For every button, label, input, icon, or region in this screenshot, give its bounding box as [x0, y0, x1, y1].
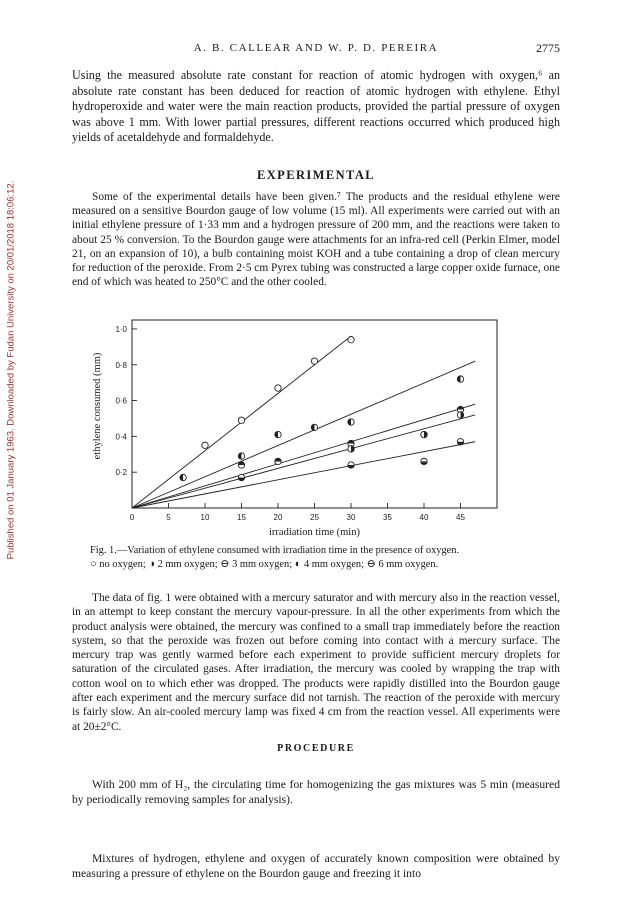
point-0-4: [348, 336, 354, 342]
download-watermark: [4, 160, 18, 580]
page-header: [72, 42, 560, 58]
fit-line-2: [132, 404, 475, 508]
mercury-paragraph: The data of fig. 1 were obtained with a mercury saturator and with mercury also in the reaction vessel, in an attempt to keep constant the mercury vapour-pressure. In all the other experiments from which the product analysis were obtained, the mercury was confined to a small trap immediately before the reaction system, so that the peroxide was frozen out before coming into contact with a mercury surface. The mercury trap was gently warmed before each experiment to provide sufficient mercury droplets for saturation of the circulated gases. After irradiation, the mercury was cooled by wrapping the trap with cotton wool on to which ether was dropped. The products were rapidly distilled into the Bourdon gauge after each experiment and the mercury surface did not tarnish. The reaction of the peroxide with mercury is fairly slow. An air-cooled mercury lamp was fixed 4 cm from the reaction vessel. All experiments were at 20±2°C.: [72, 592, 560, 733]
figure-1: [72, 308, 560, 538]
running-head-authors: A. B. CALLEAR AND W. P. D. PEREIRA: [193, 42, 439, 54]
point-0-2: [275, 385, 281, 391]
y-axis-label: ethylene consumed (mm): [92, 352, 103, 460]
x-tick-label-8: 40: [419, 513, 429, 522]
figure-caption: [90, 544, 560, 571]
x-tick-label-1: 5: [166, 513, 171, 522]
legend-symbol-1: ◑: [148, 557, 155, 570]
x-tick-label-0: 0: [129, 513, 135, 522]
y-tick-label-1: 0·4: [115, 432, 127, 442]
x-tick-label-7: 35: [383, 513, 392, 522]
experimental-paragraph: Some of the experimental details have been given.⁷ The products and the residual ethylene were measured on a sensitive Bourdon gauge of low volume (15 ml). All experiments were carried out with an initial ethylene pressure of 1·33 mm and a hydrogen pressure of 200 mm, and the reactions were taken to about 25 % conversion. To the Bourdon gauge were attachments for an infra-red cell (Perkin Elmer, model 21, on an expansion of 10), a bulb containing moist KOH and a tube containing a drop of clean mercury for reduction of the peroxide. From 2·5 cm Pyrex tubing was constructed a large copper oxide furnace, one end of which was heated to 250°C and the other cooled.: [72, 191, 560, 289]
x-tick-label-2: 10: [200, 513, 210, 522]
point-0-0: [202, 442, 208, 448]
procedure-paragraph-2: Mixtures of hydrogen, ethylene and oxygen of accurately known composition were obtained by measuring a pressure of ethylene on the Bourdon gauge and freezing it into: [72, 852, 560, 880]
x-tick-label-4: 20: [273, 513, 283, 522]
download-watermark-text: Published on 01 January 1963. Downloaded by Fudan University on 20/01/2018 18:06:12.: [5, 180, 17, 560]
legend-symbol-3: ◐: [294, 557, 302, 570]
legend-label-0: no oxygen;: [99, 558, 146, 570]
procedure-heading: PROCEDURE: [277, 743, 355, 754]
legend-symbol-2: ⊖: [220, 557, 230, 570]
x-axis-label: irradiation time (min): [269, 527, 360, 538]
point-0-3: [311, 358, 317, 364]
y-tick-label-3: 0·8: [115, 360, 127, 370]
point-0-1: [238, 417, 244, 423]
y-tick-label-0: 0·2: [115, 468, 127, 478]
intro-paragraph: Using the measured absolute rate constant for reaction of atomic hydrogen with oxygen,⁶ an absolute rate constant has been deduced for reaction of atomic hydrogen with ethylene. Ethyl hydroperoxide and water were the main reaction products, provided the partial pressure of oxygen was above 1 mm. With lower partial pressures, different reactions occurred which produced high yields of acetaldehyde and formaldehyde.: [72, 68, 560, 144]
x-tick-label-5: 25: [310, 513, 319, 522]
procedure-paragraph-1: With 200 mm of H₂, the circulating time for homogenizing the gas mixtures was 5 min (measured by periodically removing samples for analysis).: [72, 778, 560, 806]
legend-symbol-0: ○: [90, 557, 97, 570]
experimental-heading: EXPERIMENTAL: [257, 168, 375, 182]
legend-label-4: 6 mm oxygen.: [378, 558, 439, 570]
x-tick-label-3: 15: [237, 513, 246, 522]
y-tick-label-2: 0·6: [115, 396, 127, 406]
ethylene-consumption-chart: [72, 308, 560, 538]
y-tick-label-4: 1·0: [115, 324, 127, 334]
caption-title: Fig. 1.—Variation of ethylene consumed with irradiation time in the presence of oxygen.: [90, 545, 460, 556]
page-number: 2775: [536, 41, 560, 55]
legend-label-2: 3 mm oxygen;: [232, 558, 293, 570]
legend-label-1: 2 mm oxygen;: [157, 558, 218, 570]
x-tick-label-9: 45: [456, 513, 465, 522]
x-tick-label-6: 30: [346, 513, 356, 522]
legend-symbol-4: ⊖: [366, 557, 376, 570]
caption-legend: [90, 558, 560, 572]
legend-label-3: 4 mm oxygen;: [303, 558, 365, 570]
